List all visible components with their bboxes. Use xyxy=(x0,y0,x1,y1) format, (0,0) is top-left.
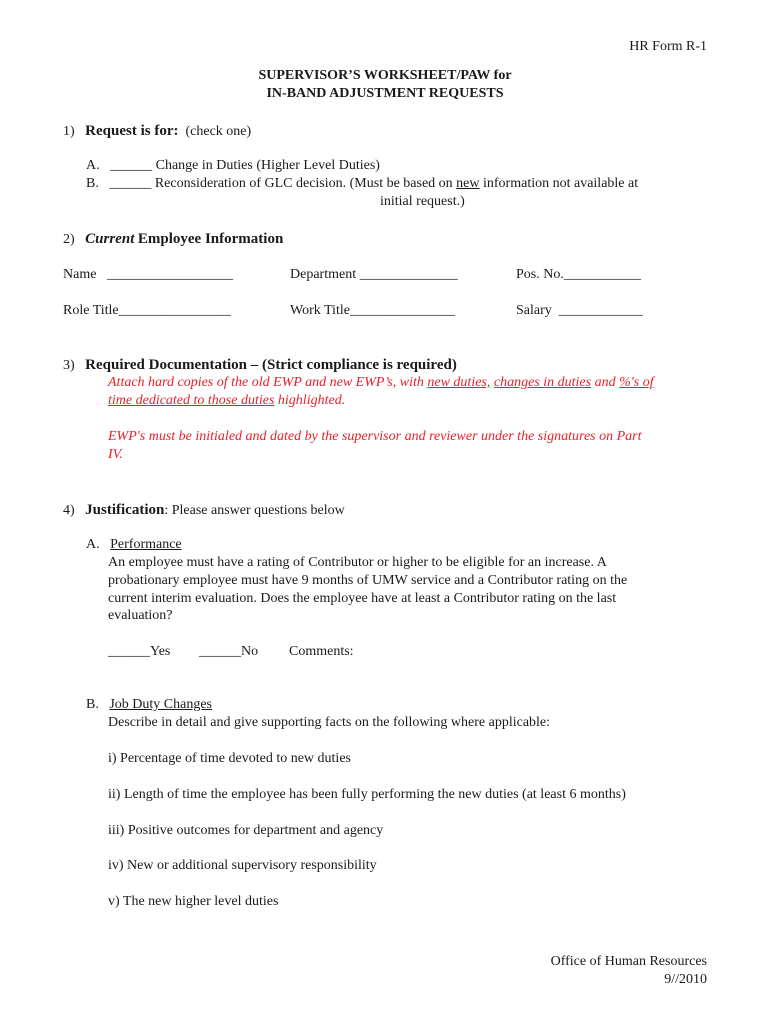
work-title-label: Work Title xyxy=(290,303,350,318)
option-b-letter: B. xyxy=(86,176,99,191)
performance-letter: A. xyxy=(86,537,100,552)
role-title-field xyxy=(63,302,231,320)
doc-highlighted: highlighted. xyxy=(277,393,346,408)
role-title-label: Role Title xyxy=(63,303,119,318)
work-title-blank[interactable]: _______________ xyxy=(349,303,455,318)
option-a xyxy=(86,157,380,175)
performance-line-4: evaluation? xyxy=(108,608,173,623)
option-b-new: new xyxy=(456,176,480,191)
section-2-title-italic: Current xyxy=(85,231,135,247)
job-duty-item-4: iv) New or additional supervisory responsibility xyxy=(108,858,377,873)
footer-date: 9//2010 xyxy=(664,972,707,987)
section-1-heading xyxy=(63,122,251,141)
documentation-line-2 xyxy=(108,392,345,410)
performance-line-1: An employee must have a rating of Contributor or higher to be eligible for an increase. A xyxy=(108,555,607,570)
title-line-1: SUPERVISOR’S WORKSHEET/PAW for xyxy=(258,68,512,83)
option-b xyxy=(86,175,638,193)
doc-and: and xyxy=(594,375,616,390)
job-duty-heading xyxy=(86,696,212,714)
option-a-text: Change in Duties (Higher Level Duties) xyxy=(155,158,380,173)
ewp-note-line-1: EWP's must be initialed and dated by the supervisor and reviewer under the signatures on Part xyxy=(108,429,642,444)
option-a-blank[interactable]: ______ xyxy=(110,158,153,173)
option-a-letter: A. xyxy=(86,158,100,173)
section-4-instructions: : Please answer questions below xyxy=(164,503,345,518)
section-1-title: Request is for: xyxy=(85,123,179,139)
department-blank[interactable]: ______________ xyxy=(359,267,458,282)
salary-field xyxy=(516,302,643,320)
section-4-heading xyxy=(63,501,345,520)
job-duty-item-5: v) The new higher level duties xyxy=(108,894,279,909)
salary-label: Salary xyxy=(516,303,552,318)
performance-title: Performance xyxy=(110,537,182,552)
section-3-heading xyxy=(63,356,457,375)
role-title-blank[interactable]: ________________ xyxy=(118,303,231,318)
name-blank[interactable]: __________________ xyxy=(106,267,233,282)
pos-no-blank[interactable]: ___________ xyxy=(563,267,641,282)
job-duty-item-3: iii) Positive outcomes for department and agency xyxy=(108,823,384,838)
option-b-text-2: information not available at xyxy=(483,176,639,191)
yes-blank[interactable]: ______Yes xyxy=(108,644,171,659)
documentation-line-1 xyxy=(108,374,654,392)
doc-changes-in-duties: changes in duties xyxy=(493,375,592,390)
ewp-note-line-2: IV. xyxy=(108,447,123,462)
job-duty-title: Job Duty Changes xyxy=(109,697,213,712)
name-label: Name xyxy=(63,267,97,282)
doc-line-1-text: Attach hard copies of the old EWP and new EWP’s, with xyxy=(108,375,424,390)
salary-blank[interactable]: ____________ xyxy=(558,303,643,318)
section-4-title: Justification xyxy=(85,502,165,518)
form-id: HR Form R-1 xyxy=(629,39,707,54)
option-b-text-3: initial request.) xyxy=(380,194,465,209)
doc-new-duties: new duties, xyxy=(427,375,491,390)
no-blank[interactable]: ______No xyxy=(199,644,259,659)
name-field xyxy=(63,266,233,284)
job-duty-letter: B. xyxy=(86,697,99,712)
doc-time-dedicated: time dedicated to those duties xyxy=(108,393,275,408)
job-duty-intro: Describe in detail and give supporting facts on the following where applicable: xyxy=(108,715,551,730)
pos-no-label: Pos. No. xyxy=(516,267,564,282)
doc-percent-of: %'s of xyxy=(619,375,654,390)
section-2-title: Employee Information xyxy=(137,231,284,247)
section-1-number: 1) xyxy=(63,124,75,139)
section-2-number: 2) xyxy=(63,232,75,247)
section-3-title: Required Documentation – (Strict compliance is required) xyxy=(85,357,457,373)
job-duty-item-1: i) Percentage of time devoted to new duties xyxy=(108,751,351,766)
section-4-number: 4) xyxy=(63,503,75,518)
performance-line-2: probationary employee must have 9 months of UMW service and a Contributor rating on the xyxy=(108,573,628,588)
department-label: Department xyxy=(290,267,357,282)
option-b-blank[interactable]: ______ xyxy=(109,176,152,191)
footer-office: Office of Human Resources xyxy=(550,954,707,969)
work-title-field xyxy=(290,302,455,320)
department-field xyxy=(290,266,458,284)
performance-heading xyxy=(86,536,182,554)
job-duty-item-2: ii) Length of time the employee has been fully performing the new duties (at least 6 months) xyxy=(108,787,626,802)
section-2-heading xyxy=(63,230,283,249)
option-b-text: Reconsideration of GLC decision. (Must be based on xyxy=(154,176,453,191)
comments-label: Comments: xyxy=(289,644,354,659)
section-1-note: (check one) xyxy=(185,124,252,139)
title-line-2: IN-BAND ADJUSTMENT REQUESTS xyxy=(266,86,504,101)
section-3-number: 3) xyxy=(63,358,75,373)
performance-line-3: current interim evaluation. Does the employee have at least a Contributor rating on the last xyxy=(108,591,617,606)
pos-no-field xyxy=(516,266,641,284)
